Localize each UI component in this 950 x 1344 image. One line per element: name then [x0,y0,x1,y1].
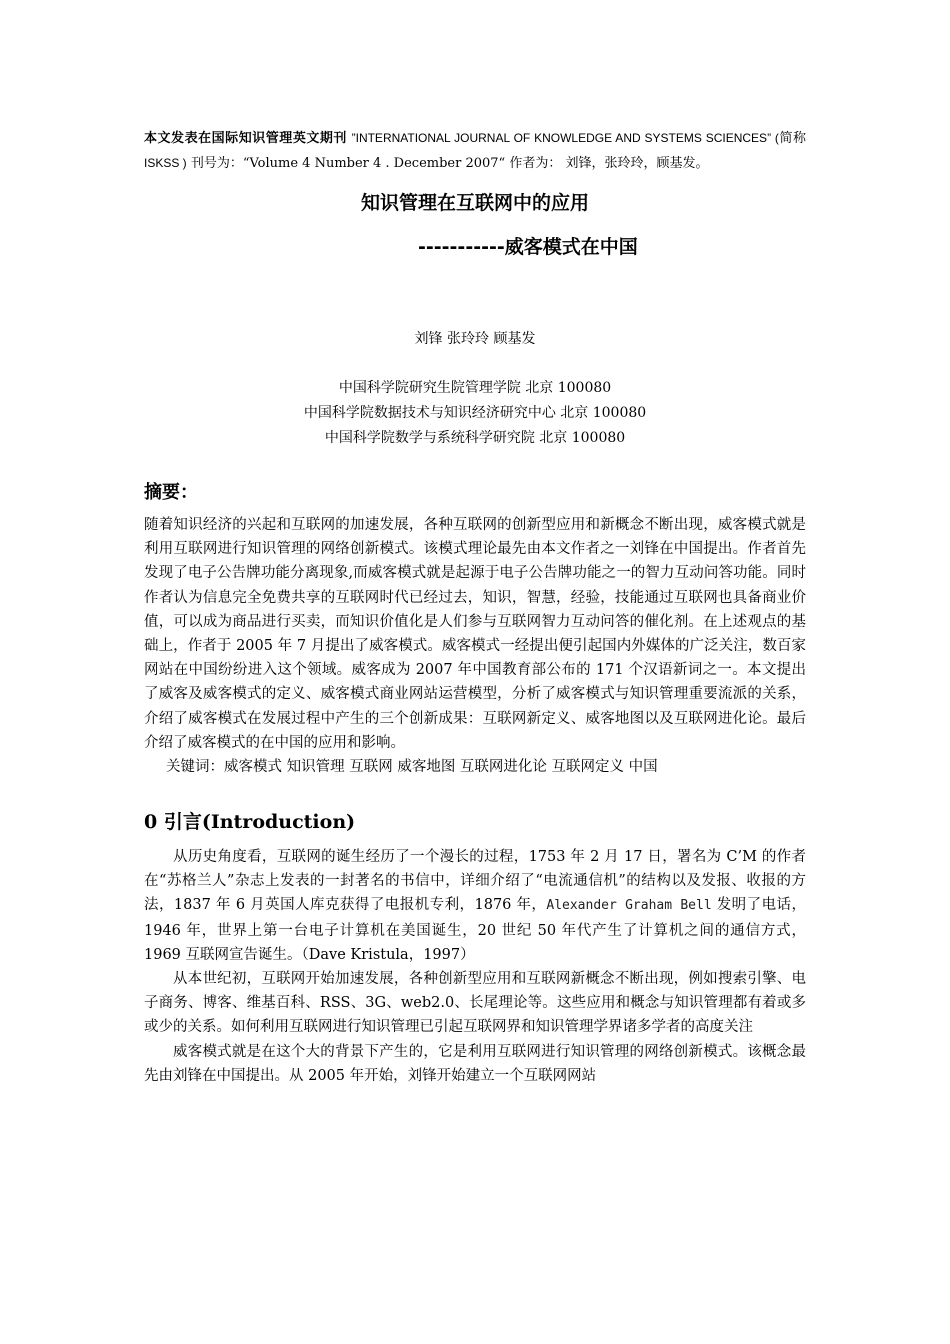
affiliation-2: 中国科学院数据技术与知识经济研究中心 北京 100080 [303,405,647,421]
abstract-heading: 摘要： [144,482,198,503]
section-heading-introduction: 0 引言(Introduction) [144,811,356,834]
issue-number: Volume 4 Number 4 . December 2007 [249,156,499,171]
paper-title: 知识管理在互联网中的应用 [360,192,589,214]
publication-lead: 本文发表在国际知识管理英文期刊 [144,131,347,146]
intro-p1-part-a: 从历史角度看，互联网的诞生经历了一个漫长的过程，1753 年 2 月 17 日，署名为 C’M 的作者在“苏格兰人”杂志上发表的一封著名的书信中，详细介绍了“电流通信机”的结构以及发报、收报的方法，1837 年 6 月英国人库克获得了电报机专利，1876 年， [144,849,806,914]
intro-paragraph-3: 威客模式就是在这个大的背景下产生的，它是利用互联网进行知识管理的网络创新模式。该概念最先由刘锋在中国提出。从 2005 年开始，刘锋开始建立一个互联网网站 [144,1043,806,1084]
intro-p1-name: Alexander Graham Bell [546,898,712,914]
issue-label: 刊号为：“ [186,156,250,171]
abstract-body: 随着知识经济的兴起和互联网的加速发展，各种互联网的创新型应用和新概念不断出现，威客模式就是利用互联网进行知识管理的网络创新模式。该模式理论最先由本文作者之一刘锋在中国提出。作者首先发现了电子公告牌功能分离现象,而威客模式就是起源于电子公告牌功能之一的智力互动问答功能。同时作者认为信息完全免费共享的互联网时代已经过去，知识，智慧，经验，技能通过互联网也具备商业价值，可以成为商品进行买卖，而知识价值化是人们参与互联网智力互动问答的催化剂。在上述观点的基础上，作者于 2005 年 7 月提出了威客模式。威客模式一经提出便引起国内外媒体的广泛关注，数百家网站在中国纷纷进入这个领域。威客成为 2007 年中国教育部公布的 171 个汉语新词之一。本文提出了威客及威客模式的定义、威客模式商业网站运营模型，分析了威客模式与知识管理重要流派的关系，介绍了威客模式在发展过程中产生的三个创新成果：互联网新定义、威客地图以及互联网进化论。最后介绍了威客模式的在中国的应用和影响。 [144,517,806,751]
publication-note [144,126,806,176]
intro-paragraph-2: 从本世纪初，互联网开始加速发展，各种创新型应用和互联网新概念不断出现，例如搜索引擎、电子商务、博客、维基百科、RSS、3G、web2.0、长尾理论等。这些应用和概念与知识管理都有着或多或少的关系。如何利用互联网进行知识管理已引起互联网界和知识管理学界诸多学者的高度关注 [144,971,806,1036]
note-authors: 刘锋，张玲玲，顾基发。 [565,156,709,171]
abbr-value: ISKSS ) [144,156,187,170]
affiliation-1: 中国科学院研究生院管理学院 北京 100080 [338,380,612,396]
document-page [144,126,806,1088]
intro-p1-part-b: 发明了电话，1946 年，世界上第一台电子计算机在美国诞生，20 世纪 50 年代产生了计算机之间的通信方式，1969 互联网宣告诞生。（Dave Kristula，1997） [144,897,806,963]
journal-name: ”INTERNATIONAL JOURNAL OF KNOWLEDGE AND SYSTEMS SCIENCES” ( [351,131,779,145]
authors-label: “ 作者为： [498,156,566,171]
intro-paragraph-1 [144,845,806,967]
paper-subtitle: -----------威客模式在中国 [418,236,638,258]
abbr-label: 简称 [778,131,806,146]
affiliation-3: 中国科学院数学与系统科学研究院 北京 100080 [324,430,626,446]
authors-line: 刘锋 张玲玲 顾基发 [414,331,536,347]
keywords: 关键词：威客模式 知识管理 互联网 威客地图 互联网进化论 互联网定义 中国 [166,759,658,776]
affiliations [144,376,806,451]
